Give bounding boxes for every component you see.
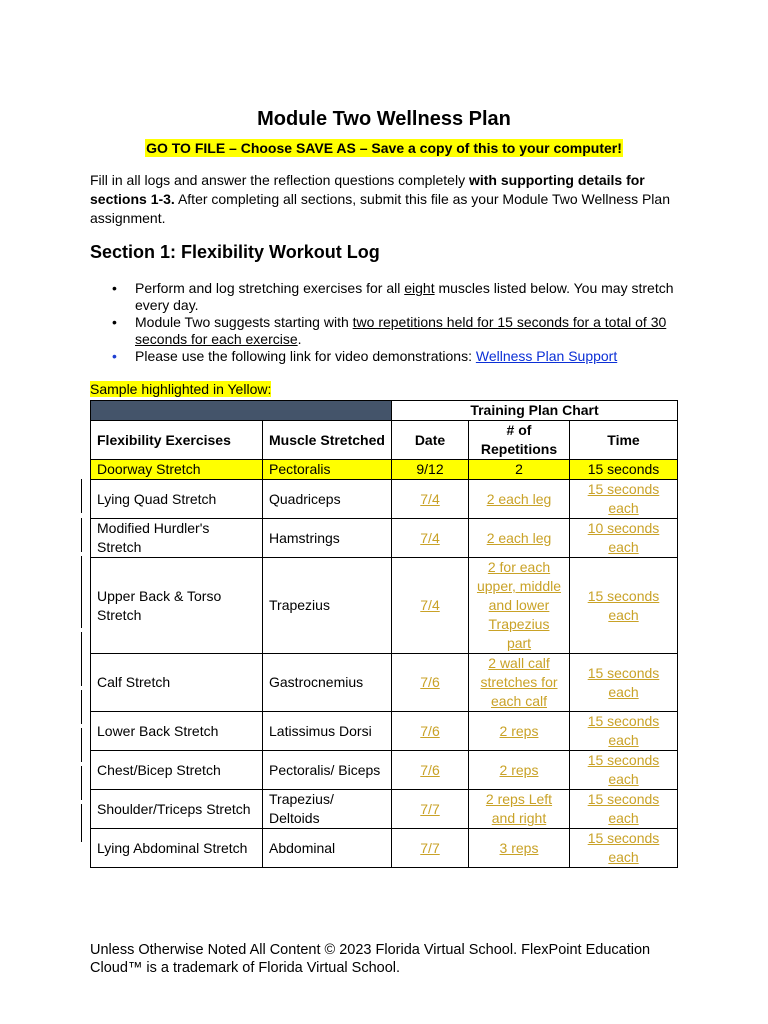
intro-paragraph (90, 171, 680, 228)
time-cell[interactable] (570, 712, 678, 751)
intro-text-1: Fill in all logs and answer the reflection questions completely (90, 172, 469, 188)
muscle-cell: Abdominal (263, 829, 392, 868)
exercise-cell: Shoulder/Triceps Stretch (91, 790, 263, 829)
table-row (91, 654, 678, 712)
time-cell[interactable] (570, 480, 678, 519)
time-value[interactable]: 15 seconds each (587, 481, 660, 516)
header-blank-cell (91, 401, 392, 421)
date-value[interactable]: 7/4 (420, 529, 440, 546)
reps-value[interactable]: 2 reps (499, 761, 539, 778)
table-title-row (91, 401, 678, 421)
time-value[interactable]: 15 seconds each (587, 664, 660, 700)
exercise-cell: Chest/Bicep Stretch (91, 751, 263, 790)
date-value[interactable]: 7/6 (420, 722, 440, 739)
time-value[interactable]: 15 seconds each (587, 587, 660, 623)
header-date: Date (392, 421, 469, 460)
time-cell[interactable] (570, 654, 678, 712)
header-reps: # of Repetitions (469, 421, 570, 460)
time-value[interactable]: 15 seconds each (587, 713, 660, 748)
reps-cell[interactable] (469, 480, 570, 519)
reps-value[interactable]: 2 each leg (486, 490, 552, 507)
date-cell[interactable] (392, 790, 469, 829)
time-cell[interactable] (570, 519, 678, 558)
change-bar (81, 479, 82, 513)
change-bar (81, 518, 82, 552)
sample-exercise: Doorway Stretch (91, 460, 263, 480)
exercise-cell: Lower Back Stretch (91, 712, 263, 751)
date-value[interactable]: 7/6 (420, 674, 440, 690)
table-header-row (91, 421, 678, 460)
time-cell[interactable] (570, 751, 678, 790)
muscle-cell: Pectoralis/ Biceps (263, 751, 392, 790)
date-cell[interactable] (392, 480, 469, 519)
muscle-cell: Latissimus Dorsi (263, 712, 392, 751)
sample-row (91, 460, 678, 480)
date-value[interactable]: 7/4 (420, 490, 440, 507)
muscle-cell: Hamstrings (263, 519, 392, 558)
muscle-cell: Quadriceps (263, 480, 392, 519)
change-bar (81, 556, 82, 628)
table-row (91, 829, 678, 868)
date-value[interactable]: 7/7 (420, 839, 440, 856)
reps-value[interactable]: 3 reps (499, 839, 539, 856)
reps-cell[interactable] (469, 654, 570, 712)
instruction-item (112, 314, 682, 348)
header-muscle: Muscle Stretched (263, 421, 392, 460)
sample-date: 9/12 (392, 460, 469, 480)
time-cell[interactable] (570, 790, 678, 829)
muscle-cell: Trapezius/ Deltoids (263, 790, 392, 829)
table-row (91, 751, 678, 790)
training-plan-chart-title: Training Plan Chart (392, 401, 678, 421)
date-cell[interactable] (392, 829, 469, 868)
exercise-cell: Lying Abdominal Stretch (91, 829, 263, 868)
page-title: Module Two Wellness Plan (257, 108, 511, 130)
muscle-cell: Gastrocnemius (263, 654, 392, 712)
instruction-item (112, 280, 682, 314)
reps-value[interactable]: 2 each leg (486, 529, 552, 546)
flexibility-log-table (90, 400, 678, 868)
sample-time: 15 seconds (570, 460, 678, 480)
reps-value[interactable]: 2 reps Left and right (485, 791, 553, 826)
time-cell[interactable] (570, 829, 678, 868)
date-value[interactable]: 7/4 (420, 597, 440, 613)
reps-cell[interactable] (469, 519, 570, 558)
reps-value[interactable]: 2 reps (499, 722, 539, 739)
reps-value[interactable]: 2 for each upper, middle and lower Trapezius part (476, 559, 562, 651)
intro-bold: with supporting details for sections 1-3. (90, 172, 645, 207)
change-bar (81, 766, 82, 800)
muscle-cell: Trapezius (263, 558, 392, 654)
copyright-footer: Unless Otherwise Noted All Content © 2023 Florida Virtual School. FlexPoint Education Cloud™ is a trademark of Florida Virtual School. (90, 942, 651, 976)
instruction-text: Please use the following link for video demonstrations: (135, 348, 476, 364)
date-cell[interactable] (392, 519, 469, 558)
date-cell[interactable] (392, 712, 469, 751)
change-bar (81, 690, 82, 724)
instruction-underlined: eight (404, 280, 435, 296)
reps-cell[interactable] (469, 829, 570, 868)
bullet-icon: • (112, 280, 117, 296)
instruction-underlined: two repetitions held for 15 seconds for a total of 30 seconds for each exercise (135, 314, 667, 347)
change-bar (81, 632, 82, 686)
header-exercise: Flexibility Exercises (91, 421, 263, 460)
sample-label: Sample highlighted in Yellow: (90, 381, 272, 397)
date-cell[interactable] (392, 654, 469, 712)
sample-muscle: Pectoralis (263, 460, 392, 480)
date-cell[interactable] (392, 558, 469, 654)
section-1-heading: Section 1: Flexibility Workout Log (90, 242, 380, 262)
save-notice: GO TO FILE – Choose SAVE AS – Save a copy of this to your computer! (146, 140, 622, 156)
instruction-item (112, 348, 682, 365)
date-cell[interactable] (392, 751, 469, 790)
change-bar (81, 728, 82, 762)
time-cell[interactable] (570, 558, 678, 654)
table-row (91, 519, 678, 558)
reps-value[interactable]: 2 wall calf stretches for each calf (480, 655, 558, 709)
time-value[interactable]: 15 seconds each (587, 791, 660, 826)
exercise-cell: Modified Hurdler's Stretch (91, 519, 263, 558)
instruction-text: . (297, 331, 302, 347)
reps-cell[interactable] (469, 558, 570, 654)
sample-reps: 2 (469, 460, 570, 480)
instruction-text: Module Two suggests starting with (135, 314, 353, 330)
exercise-cell: Lying Quad Stretch (91, 480, 263, 519)
time-value[interactable]: 15 seconds each (587, 752, 660, 787)
instruction-text: Perform and log stretching exercises for all (135, 280, 405, 296)
exercise-cell: Calf Stretch (91, 654, 263, 712)
reps-cell[interactable] (469, 790, 570, 829)
save-notice-wrap (0, 140, 768, 158)
instruction-text: muscles listed below. You may stretch every day. (135, 280, 674, 313)
table-row (91, 790, 678, 829)
time-value[interactable]: 15 seconds each (587, 830, 660, 865)
time-value[interactable]: 10 seconds each (587, 520, 660, 555)
bullet-icon: • (112, 314, 117, 330)
reps-cell[interactable] (469, 751, 570, 790)
instructions-list (112, 280, 682, 365)
table-row (91, 558, 678, 654)
table-row (91, 712, 678, 751)
bullet-icon: • (112, 348, 117, 364)
exercise-cell: Upper Back & Torso Stretch (91, 558, 263, 654)
reps-cell[interactable] (469, 712, 570, 751)
date-value[interactable]: 7/6 (420, 761, 440, 778)
change-bar (81, 804, 82, 842)
header-time: Time (570, 421, 678, 460)
wellness-plan-support-link[interactable]: Wellness Plan Support (475, 348, 618, 364)
date-value[interactable]: 7/7 (420, 800, 440, 817)
intro-text-2: After completing all sections, submit this file as your Module Two Wellness Plan assignment. (90, 191, 670, 226)
table-row (91, 480, 678, 519)
